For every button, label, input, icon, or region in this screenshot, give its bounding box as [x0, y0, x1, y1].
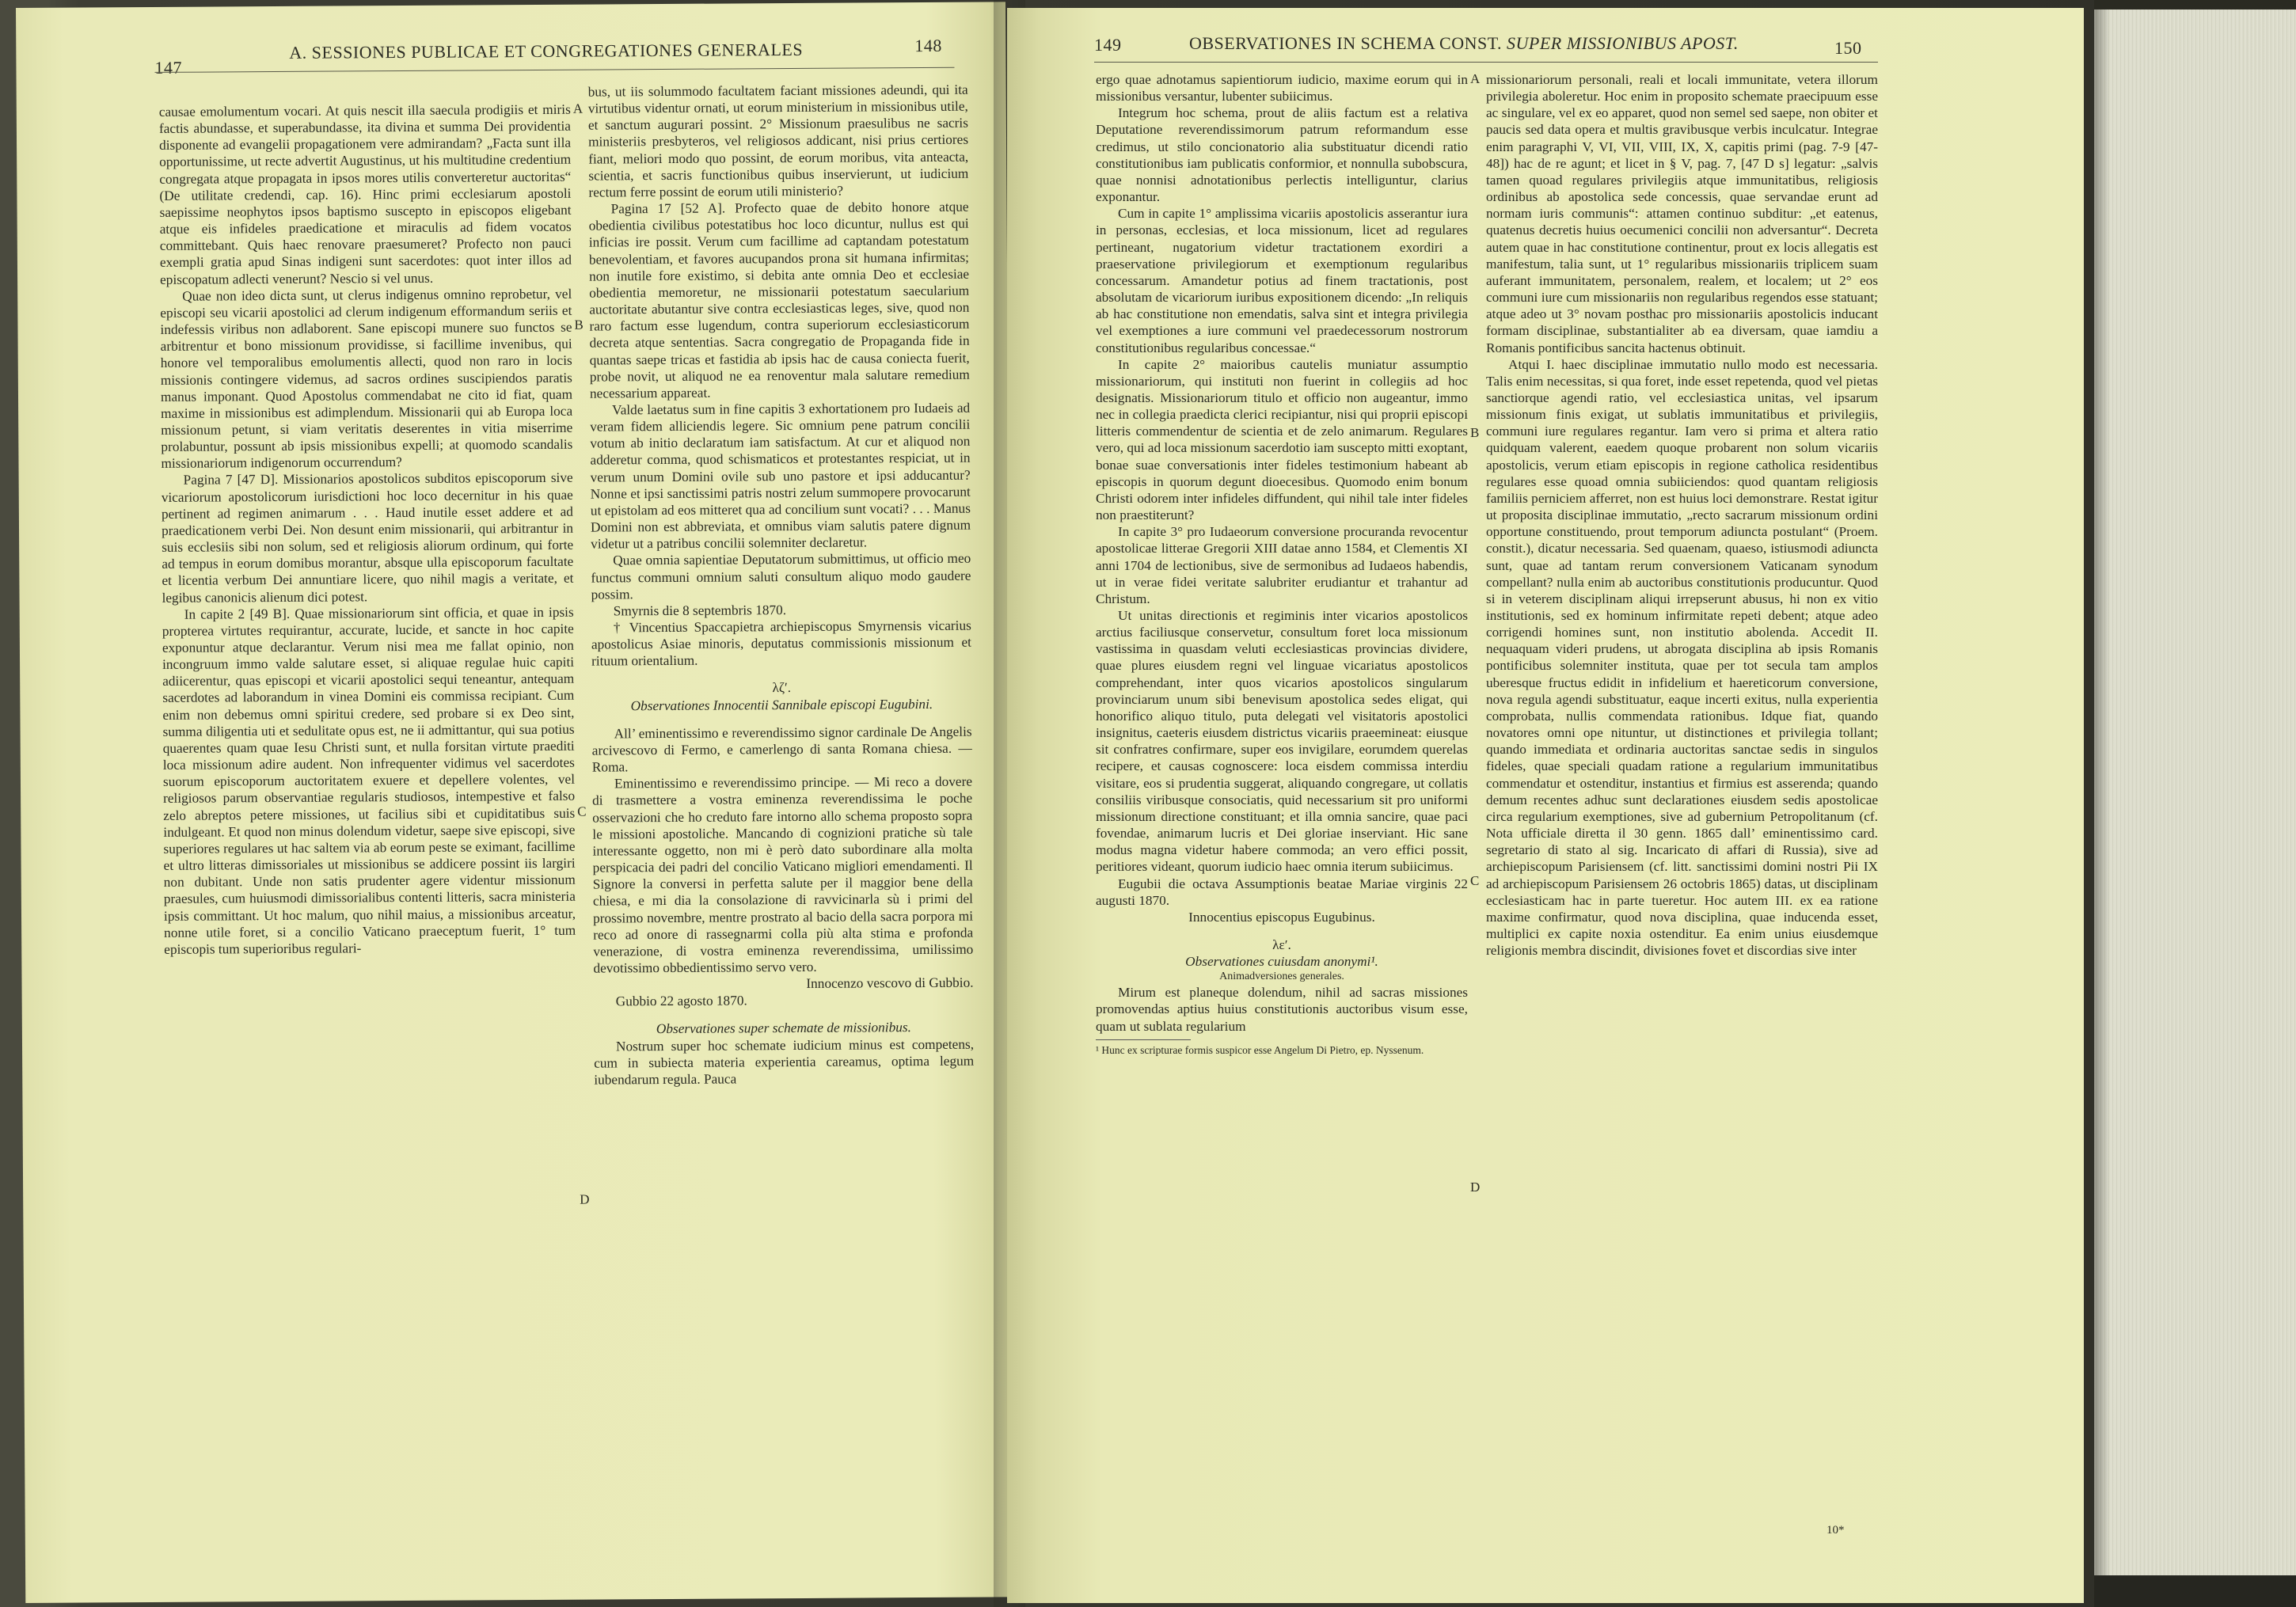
- page-number-147: 147: [154, 57, 183, 78]
- paragraph: Eugubii die octava Assumptionis beatae Mariae virginis 22 augusti 1870.: [1096, 876, 1468, 908]
- margin-marker-d: D: [1470, 1180, 1481, 1195]
- right-header-rule: [1094, 62, 1878, 63]
- paragraph: Nostrum super hoc schemate iudicium minus est competens, cum in subiecta materia experientia careamus, optima legum iubendarum regula. Pauca: [594, 1036, 975, 1088]
- paragraph: Mirum est planeque dolendum, nihil ad sacras missiones promovendas aptius huius constitutionis auctoribus visum esse, quam ut sublata regularium: [1096, 985, 1468, 1034]
- paragraph: missionariorum personali, reali et locali immunitate, vetera illorum privilegia aboleretur. Hoc enim in proposito schemate praecipuum esse ac singulare, vel ex eo apparet, quod non semel sed saepe, non obiter et paucis sed data opera et multis gravibusque verbis inculcatur. Integrae enim paragraphi V, VI, VII, VIII, IX, X, capitis primi (pag. 7-9 [47-48]) hac de re agunt; et licet in § V, pag. 7, [47 D s] legatur: „salvis tamen quoad regulares privilegiis atque immunitatibus, religiosis ordinibus ab apostolica sede concessis, quae servandae erunt ad normam iuris communis“: attamen continuo subditur: „et eatenus, quatenus decretis huius oecumenici concilii non adversantur“. Decreta autem quae in hac constitutione continentur, prout ex locis allegatis est manifestum, talia sunt, ut 1° regularibus missionariis triplicem suam auferant immunitatem, personalem, realem, et localem; ut 2° eos communi iure cum missionariis non regularibus regendos esse statuant; atque adeo ut 3° novam posthac pro missionariis apostolicis inducant formam disciplinae, substantialiter ab ea diversam, quae iamdiu a Romanis pontificibus sancita hactenus obtinuit.: [1486, 72, 1878, 355]
- paragraph: Atqui I. haec disciplinae immutatio nullo modo est necessaria. Talis enim necessitas, si qua foret, inde esset repetenda, quod vel pietas sanctiorque agendi ratio, vel ecclesiastica unitas, vel ipsarum missionum finis exigat, ut sublatis immunitatibus et privilegiis, communi iure regulares regantur. Iam vero si prima et altera ratio quidquam valerent, eaedem quoque probarent non solum vicariis apostolicis, verum etiam episcopis in regione catholica residentibus regulares esse quoad omnia subiiciendos: quod quantam religiosis familiis perniciem afferret, non est huius loci demonstrare. Restat igitur ut proposita disciplinae immutatio, „recto sacrarum missionum ordini opportune constituendo, prout temporum adiuncta postulant“ (Proem. constit.), dicatur necessaria. Sed quaenam, quaeso, istiusmodi adiuncta sunt, quae ad tantam rerum conversionem Vaticanam synodum compellant? nulla enim ab auctoribus constitutionis producuntur. Quod si in veterem disciplinam aliqui irrepserunt abusus, hi non ex vitio institutionis, sed ex hominum infirmitate repeti debent; atque adeo corrigendi homines sunt, non institutio abolenda. Accedit II. nequaquam videri prudens, ut abrogata disciplina ab ipsis Romanis pontificibus solemniter instituta, quae per tot secula tam amplos uberesque fructus edidit in infidelium et haereticorum conversione, nova regula agendi substituatur, eaque incerti exitus, nulla experientia comprobata, nullis commendata rationibus. Idque fiat, quando novatores omni ope nituntur, ut distinctiones et privilegia tollant; quando immediata et ordinaria auctoritas sanctae sedis in singulos fideles, quae speciali quadam ratione a regularium immunitatibus commendatur et ostenditur, instantius et firmius est asserenda; quando demum recentes adhuc sunt declarationes eiusdem sedis apostolicae circa regularium exemptiones, sive ad gubernium Petropolitanum (cf. Nota ufficiale diretta il 30 genn. 1865 dall’ eminentissimo card. segretario di stato al sig. Incaricato di affari di Russia), sive ad archiepiscopum Parisiensem (cf. litt. sanctissimi domini nostri Pii IX ad archiepiscopum Parisiensem 26 octobris 1865) datas, ut disciplinam ecclesiasticam hac in parte tueretur. Hoc autem III. ex ea ratione maxime confirmatur, quod nova disciplina, quae inducenda esset, multiplici ex capite noxia ostenditur. Ea enim unius eiusdemque religionis membra discindit, divisiones fovet et discordias sive inter: [1486, 356, 1878, 959]
- margin-marker-c: C: [577, 804, 587, 819]
- paragraph: Quae omnia sapientiae Deputatorum submittimus, ut officio meo functus communi omnium saluti consultum aliquo modo gaudere possim.: [591, 551, 971, 602]
- paragraph: Quae non ideo dicta sunt, ut clerus indigenus omnino reprobetur, vel episcopi seu vicarii apostolici ad clerum indigenum efformandum seriis et indefessis viribus non adlaborent. Sane episcopi munere suo functos se arbitrentur et bono missionum providisse, si facillime invenibus, qui honore vel temporalibus emolumentis allecti, quod non raro in locis missionis contingere videmus, ad sacros ordines suscipiendos paratis manus imponant. Quod Apostolus commendabat ne cito id fiat, quam maxime in missionibus est adimplendum. Missionarii qui ab Europa loca missionum petunt, si viam veritatis deserentes in vitia miserrime prolabuntur, possunt ab ipsis missionibus expelli; at quomodo scandalis missionariorum indigenorum occurrendum?: [160, 286, 573, 472]
- signature-mark: 10*: [1827, 1524, 1845, 1537]
- paragraph: Animadversiones generales.: [1219, 971, 1344, 983]
- paragraph: Pagina 17 [52 A]. Profecto quae de debito honore atque obedientia civilibus potestatibus hoc loco dicuntur, nullus est qui inficias ire possit. Verum cum facillime ad captandam potestatum benevolentiam, et favores aucupandos prona sit humana infirmitas; non inutile fore existimo, si debita ante omnia Deo et ecclesiae obedientia memoretur, ne missionarii potestatum saecularium auctoritate abutantur sive contra ecclesiasticas leges, sive, quod non raro factum esse lugendum, contra superiorum ecclesiasticorum decreta atque sententias. Sacra congregatio de Propaganda fide in quantas saepe tricas et fastidia ab ipsis hac de causa coniecta fuerit, probe novit, ut aliquod ne ea renoventur mala salutare remedium necessarium appareat.: [588, 199, 970, 401]
- margin-marker-a: A: [1470, 71, 1481, 86]
- left-page-column-1: [159, 101, 576, 958]
- paragraph: Observationes cuiusdam anonymi¹.: [1185, 954, 1378, 970]
- spacer: [1096, 925, 1468, 936]
- paragraph: Eminentissimo e reverendissimo principe. — Mi reco a dovere di trasmettere a vostra eminenza reverendissima le poche osservazioni che ho creduto fare intorno allo schema proposto sopra le missioni apostoliche. Mancando di cognizioni pratiche sù tale interessante oggetto, non mi è però dato subordinare alla molta perspicacia dei padri del concilio Vaticano migliori emendamenti. Il Signore la conversi in perfetta salute per il maggior bene della chiesa, e mi dia la consolazione di ravvicinarla sù i primi del prossimo novembre, mentre prostrato al bacio della sacra porpora mi reco ad onore di rassegnarmi colla più alta stima e profonda venerazione, di vostra eminenza reverendissima, umilissimo devotissimo obbedientissimo servo vero.: [592, 773, 974, 976]
- paragraph: In capite 2 [49 B]. Quae missionariorum sint officia, et quae in ipsis propterea virtutes requirantur, accurate, lucide, et sancte in hoc capite exponuntur atque declarantur. Verum nisi mea me fallat opinio, non incongruum immo valde salutare esset, si aliquae regulae huic capiti adiicerentur, quas episcopi et vicarii apostolici sequi teneantur, antequam sacerdotes ad laborandum in vinea Domini eis commissa recipiant. Cum enim non debemus omni spiritui credere, sed probare si ex Deo sint, summa diligentia uti et sedulitate opus est, ne ii admittantur, qui sua potius quaerentes quam quae Iesu Christi sunt, et nulla forsitan virtute praediti loca missionum adire audent. Non infrequenter vidimus vel sacerdotes suorum episcoporum auctoritatem exuere et depellere volentes, vel religiosos parum observantiae regularis studiosos, intempestive et falso zelo abreptos petere missiones, ut facilius sibi et cupiditatibus suis indulgeant. Et quod non minus dolendum videtur, saepe sive episcopi, sive superiores regulares ut hac saltem via ab eorum peste se eximant, facillime et ultro litteras dimissoriales ut missionibus se addicere possint iis largiri non dubitant. Unde non satis prudenter agere videntur missionum praesules, cum huiusmodi dimissorialibus contenti litteris, sacra ministeria ipsis committant. Ut hoc malum, quo nihil maius, a missionibus arceatur, nonne utile foret, si a concilio Vaticano praeceptum fuerit, 1° tum episcopis tum superioribus regulari-: [162, 604, 576, 957]
- paragraph: Ut unitas directionis et regiminis inter vicarios apostolicos arctius faciliusque conservetur, consultum foret loca missionum vastissima in quasdam veluti ecclesiasticas provincias dividere, quae plures eiusdem regni vel linguae vicariatus apostolicos comprehendant, inter quos vicarios apostolicos singularum provinciarum unum sibi benevisum apostolica sedes eligat, qui honorifico aliquo titulo, puta delegati vel visitatoris apostolici insignitus, caeteris eiusdem districtus vicariis praeemineat: eiusque sit confratres confirmare, super eos invigilare, eorumdem querelas recipere, et causas cognoscere: loca eisdem commissa interdiu visitare, eos si prudentia suggerat, aliquando congregare, ut collatis consiliis viribusque consociatis, quid necessarium sit pro uniformi missionum directione constituant; et illa omnia sancire, quae paci fovendae, animarum lucris et Dei gloriae inserviant. Hic sane modus magna videtur habere commoda; an vero effici possit, peritiores videant, quorum iudicio haec omnia iterum subiicimus.: [1096, 608, 1468, 875]
- right-page: [1007, 8, 2084, 1603]
- paragraph: causae emolumentum vocari. At quis nescit illa saecula prodigiis et miris factis abundasse, et superabundasse, ita divina et summa Dei providentia disponente ad evangelii propagationem vere admirandam? „Facta sunt illa opportunissime, ut recte advertit Augustinus, ut his multitudine credentium congregata atque propagata in ipsos mores utilis converteretur auctoritas“ (De utilitate credendi, cap. 16). Hinc primi ecclesiarum apostoli saepissime neophytos ipsos baptismo suscepto in episcopos eligebant atque eis infideles praedicatione et miraculis ad fidem vocatos committebant. Quis haec renovare praesumeret? Profecto non pauci exempli gratia apud Sinas indigeni sunt sacerdotes: quot inter illos ad episcopatum adlecti venerunt? Nescio si vel unus.: [158, 101, 572, 287]
- paragraph: All’ eminentissimo e reverendissimo signor cardinale De Angelis arcivescovo di Fermo, e camerlengo di santa Romana chiesa. — Roma.: [591, 724, 972, 775]
- paragraph: Observationes super schemate de missionibus.: [656, 1020, 911, 1037]
- page-edges-shadow: [2094, 0, 2110, 1607]
- margin-marker-c: C: [1470, 873, 1480, 888]
- left-page-column-2: [588, 82, 975, 1088]
- right-page-column-2: [1486, 71, 1878, 959]
- page-edges-bottom: [2094, 1575, 2296, 1607]
- paragraph: Integrum hoc schema, prout de aliis factum est a relativa Deputatione reverendissimorum patrum reformandum esse credimus, ut stilo concionatorio alia substituatur dicendi ratio constitutionibus iam publicatis conformior, et nonnulla subobscura, quae nonnisi adnotationibus perlectis intelliguntur, clarius exponantur.: [1096, 105, 1468, 205]
- left-page: [16, 2, 1015, 1603]
- paragraph: In capite 2° maioribus cautelis muniatur assumptio missionariorum, qui instituti non fuerint in collegiis ad hoc designatis. Missionariorum titulo et officio non augeantur, immo nec in collegia praedicta clerici recipiantur, nisi qui proprii episcopi litteris commendentur de scientia et de zelo animarum. Regulares vero, qui ad loca missionum sacerdotio iam suscepto mitti exoptant, bonae suae conversationis inter fideles testimonium habeant ab episcopis in quorum degunt dioecesibus. Quomodo enim bonum Christi odorem inter infideles diffundent, qui nihil tale inter fideles non praestiterunt?: [1096, 356, 1468, 523]
- paragraph: Observationes Innocentii Sannibale episcopi Eugubini.: [630, 696, 933, 713]
- paragraph: bus, ut iis solummodo facultatem faciant missiones adeundi, qui ita virtutibus videntur ornati, ut eorum ministerium in missionibus utile, et sanctum augurari possint. 2° Missionum praesulibus ne sacris ministeriis presbyteros, vel religiosos addicant, nisi prius certiores fiant, meliori modo quo possint, de eorum moribus, vita anteacta, scientia, et sacris functionibus quibus inservierunt, ut iudicium rectum ferre possint de eorum utili ministerio?: [587, 82, 969, 200]
- running-title-left: A. SESSIONES PUBLICAE ET CONGREGATIONES GENERALES: [289, 39, 804, 63]
- page-edges-top: [2094, 0, 2296, 9]
- paragraph: In capite 3° pro Iudaeorum conversione procuranda revocentur apostolicae litterae Gregorii XIII datae anno 1584, et Clementis XI anni 1704 de lectionibus, sive de sermonibus ad Iudaeos habendis, ut in verae fidei veritate salubriter erudiantur et trahantur ad Christum.: [1096, 524, 1468, 606]
- paragraph: Gubbio 22 agosto 1870.: [615, 993, 747, 1009]
- footnote-rule: [1096, 1039, 1191, 1040]
- paragraph: λζ′.: [772, 680, 792, 696]
- running-title-right: [1189, 33, 1739, 54]
- paragraph: λε′.: [1272, 936, 1291, 952]
- margin-marker-d: D: [580, 1191, 590, 1207]
- paragraph: Cum in capite 1° amplissima vicariis apostolicis asserantur iura in personas, ecclesias, et loca missionum, licet ad regulares pertineant, nugatorium videtur tractationem exordiri a praeservatione privilegiorum et exemptionum regularibus concessarum. Amandetur potius ad finem tractationis, post absolutam de vicariorum iuribus expositionem dicendo: „In reliquis ab hac constitutione non emendatis, salva sint et integra privilegia vel exemptiones a iure communi vel praedecessorum nostrorum constitutionibus regularibus concessae.“: [1096, 206, 1468, 355]
- page-edges: [2094, 0, 2296, 1607]
- footnote: ¹ Hunc ex scripturae formis suspicor esse Angelum Di Pietro, ep. Nyssenum.: [1096, 1043, 1424, 1056]
- paragraph: Valde laetatus sum in fine capitis 3 exhortationem pro Iudaeis ad veram fidem alliciendis legere. Sic omnium pene patrum concilii votum ab initio declaratum iam satisfactum. At cur et aliquod non adderetur comma, quod schismaticos et protestantes respiciat, ut in verum unum Domini ovile sub uno pastore et ipsi adducantur? Nonne et ipsi sanctissimi patris nostri zelum summopere provocarunt ut epistolam ad eos mitteret qua ad concilium sunt vocati? . . . Manus Domini non est abbreviata, et omnibus viam salutis patere dignum videtur ut a patribus concilii solemniter declaretur.: [590, 400, 971, 552]
- paragraph: Smyrnis die 8 septembris 1870.: [613, 602, 787, 619]
- running-title-right-a: OBSERVATIONES IN SCHEMA CONST.: [1189, 33, 1507, 53]
- page-number-148: 148: [914, 35, 942, 56]
- paragraph: Innocenzo vescovo di Gubbio.: [806, 974, 974, 992]
- page-number-150: 150: [1834, 38, 1862, 58]
- margin-marker-b: B: [1470, 425, 1480, 440]
- page-number-149: 149: [1094, 35, 1122, 55]
- margin-marker-b: B: [574, 317, 584, 332]
- right-page-column-1: [1096, 71, 1468, 1057]
- paragraph: Innocentius episcopus Eugubinus.: [1188, 909, 1375, 925]
- running-title-right-b: SUPER MISSIONIBUS APOST.: [1507, 33, 1739, 53]
- paragraph: Pagina 7 [47 D]. Missionarios apostolicos subditos episcoporum sive vicariorum apostolicorum iurisdictioni hoc loco decernitur in his quae pertinent ad regimen animarum . . . Haud inutile esset addere et ad praedicationem verbi Dei. Non desunt enim missionarii, qui arbitrantur in suis ecclesiis sibi non solum, sed et religiosis aliorum ordinum, qui forte ad tempus in eorum domibus morantur, absque ulla episcoporum facultate et licentia verbum Dei annuntiare licere, quo nihil magis a veritate, et legibus canonicis alienum dici potest.: [161, 470, 574, 606]
- paragraph: ergo quae adnotamus sapientiorum iudicio, maxime eorum qui in missionibus versantur, lubenter subiicimus.: [1096, 72, 1468, 104]
- paragraph: † Vincentius Spaccapietra archiepiscopus Smyrnensis vicarius apostolicus Asiae minoris, deputatus commissionis missionum et rituum orientalium.: [591, 617, 971, 669]
- margin-marker-a: A: [572, 101, 584, 116]
- right-page-header: [1007, 33, 2084, 70]
- left-page-header: [16, 32, 1005, 78]
